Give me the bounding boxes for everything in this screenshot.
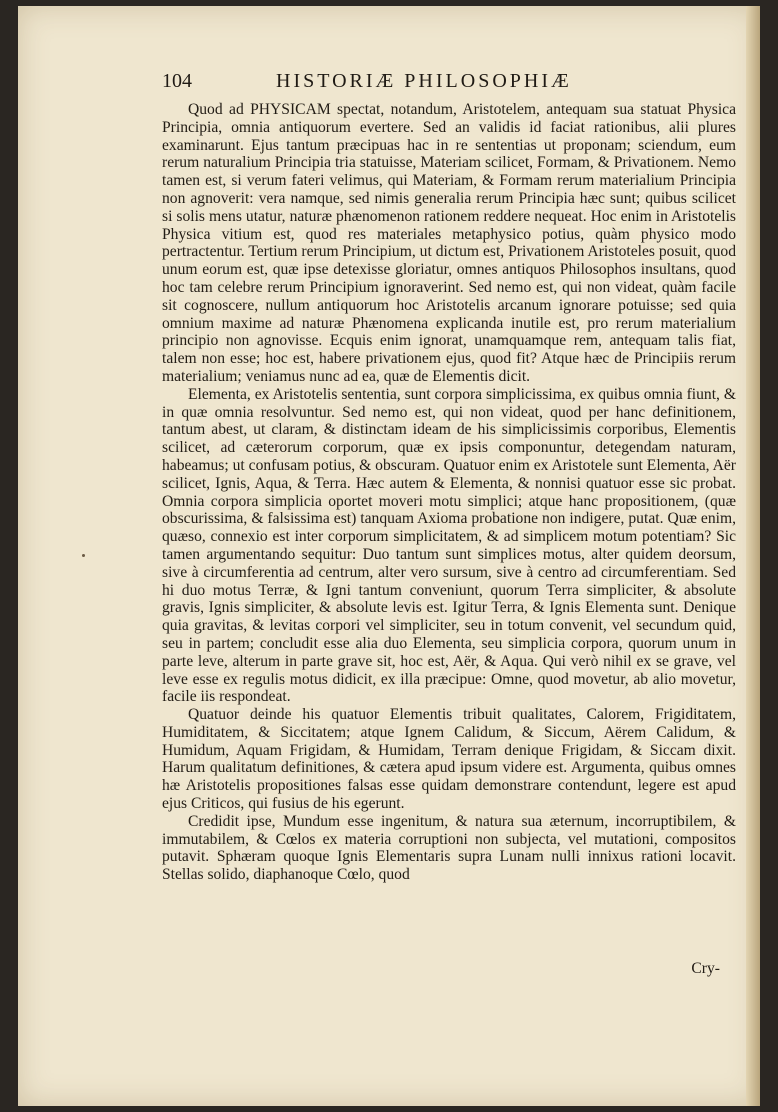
- paragraph-qualitates: Quatuor deinde his quatuor Elementis tribuit qualitates, Calorem, Frigiditatem, Humiditatem, & Siccitatem; atque Ignem Calidum, & Siccum, Aërem Calidum, & Humidum, Aquam Frigidam, & Humidam, Terram denique Frigidam, & Siccam dixit. Harum qualitatum definitiones, & cætera apud ipsum videre est. Argumenta, quibus omnes hæ Aristotelis propositiones falsas esse quidam demonstrare contendunt, legere est apud ejus Criticos, qui fusius de his egerunt.: [162, 706, 736, 813]
- page-gutter-shadow: [746, 6, 760, 1106]
- paper-speck: [82, 554, 85, 557]
- paragraph-physica: Quod ad PHYSICAM spectat, notandum, Aristotelem, antequam sua statuat Physica Principia, omnia antiquorum evertere. Sed an validis id faciat rationibus, alii plures examinarunt. Ejus tantum præcipuas hac in re sententias ut proponam; sciendum, eum rerum naturalium Principia tria statuisse, Materiam scilicet, Formam, & Privationem. Nemo tamen est, si verum fateri velimus, qui Materiam, & Formam rerum materialium Principia non agnoverit: vera namque, sed nimis generalia rerum Principia hæc sunt; quibus scilicet si solis mens utatur, naturæ phænomenon rationem reddere nequeat. Hoc enim in Aristotelis Physica vitium est, quod res materiales metaphysico potius, quàm physico modo pertractentur. Tertium rerum Principium, ut dictum est, Privationem Aristoteles posuit, quod unum eorum est, quæ ipse detexisse gloriatur, omnes antiquos Philosophos insultans, quod hoc tam celebre rerum Principium ignoraverint. Sed nemo est, qui non videat, quàm facile sit cognoscere, nullum antiquorum hoc Aristotelis arcanum ignorare potuisse; sed quia omnium maxime ad naturæ Phænomena explicanda inutile est, pro rerum materialium principio non agnovisse. Ecquis enim ignorat, unamquamque rem, antequam talis fiat, talem non esse; hoc est, habere privationem ejus, quod fit? Atque hæc de Principiis rerum materialium; veniamus nunc ad ea, quæ de Elementis dicit.: [162, 101, 736, 385]
- paragraph-elementa: Elementa, ex Aristotelis sententia, sunt corpora simplicissima, ex quibus omnia fiunt, & in quæ omnia resolvuntur. Sed nemo est, qui non videat, quod per hanc definitionem, tantum abest, ut claram, & distinctam ideam de his simplicissimis corporibus, Elementis scilicet, ad cæterorum corporum, quæ ex ipsis componuntur, detegendam naturam, habeamus; ut confusam potius, & obscuram. Quatuor enim ex Aristotele sunt Elementa, Aër scilicet, Ignis, Aqua, & Terra. Hæc autem & Elementa, & nonnisi quatuor esse sic probat. Omnia corpora simplicia oportet moveri motu simplici; atque hanc propositionem, (quæ obscurissima, & falsissima est) tanquam Axioma probatione non indigere, putat. Quæ enim, quæso, connexio est inter corporum simplicitatem, & ad simplicem motum potentiam? Sic tamen argumentando sequitur: Duo tantum sunt simplices motus, alter quidem deorsum, sive à circumferentia ad centrum, alter vero sursum, sive à centro ad circumferentiam. Sed hi duo motus Terræ, & Igni tantum conveniunt, quorum Terra simpliciter, & absolute gravis, Ignis simpliciter, & absolute levis est. Igitur Terra, & Ignis Elementa sunt. Denique quia gravitas, & levitas corpori vel simpliciter, seu in totum convenit, vel secundum quid, seu in partem; concludit esse alia duo Elementa, seu simplicia corpora, quorum unum in parte leve, alterum in parte grave sit, hoc est, Aër, & Aqua. Qui verò nihil ex se grave, vel leve esse ex regulis motus didicit, ex illa præcipue: Omne, quod movetur, ab alio movetur, facile iis respondeat.: [162, 385, 736, 706]
- body-text: [162, 101, 736, 884]
- page-number: 104: [162, 70, 192, 92]
- running-head: HISTORIÆ PHILOSOPHIÆ: [276, 70, 572, 92]
- paragraph-mundus: Credidit ipse, Mundum esse ingenitum, & natura sua æternum, incorruptibilem, & immutabilem, & Cœlos ex materia corruptioni non subjecta, vel mutationi, compositos putavit. Sphæram quoque Ignis Elementaris supra Lunam nulli innixus rationi locavit. Stellas solido, diaphanoque Cœlo, quod: [162, 812, 736, 884]
- catchword: Cry-: [691, 960, 720, 977]
